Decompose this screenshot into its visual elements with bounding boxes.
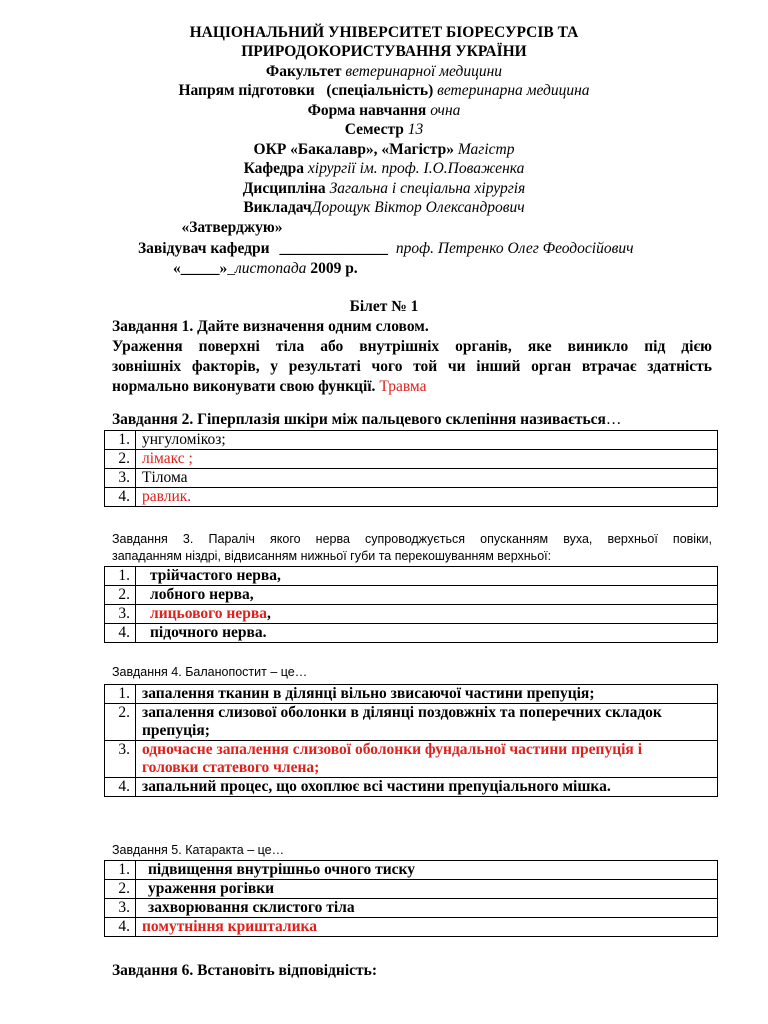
head-value: проф. Петренко Олег Феодосійович xyxy=(395,240,634,257)
okr-label: ОКР «Бакалавр», «Магістр» xyxy=(253,141,454,158)
task5-title-text: Завдання 5. Катаракта – це… xyxy=(112,843,285,857)
lecturer-label: Викладач xyxy=(243,199,312,216)
option-number: 4. xyxy=(105,488,136,507)
option-text: ураження рогівки xyxy=(136,880,718,899)
option-cell xyxy=(136,704,718,741)
table-row xyxy=(105,624,718,643)
direction-line xyxy=(0,82,768,100)
task2-title xyxy=(112,411,621,429)
table-row xyxy=(105,431,718,450)
task1-text xyxy=(112,337,712,397)
task2-options-table xyxy=(104,430,718,507)
option-number: 3. xyxy=(105,899,136,918)
table-row xyxy=(105,469,718,488)
date-month: _листопада xyxy=(227,260,307,277)
okr-line xyxy=(0,141,768,159)
option-text: захворювання склистого тіла xyxy=(136,899,718,918)
semester-label: Семестр xyxy=(344,121,404,138)
study-form-line xyxy=(0,102,768,120)
table-row xyxy=(105,567,718,586)
option-number: 1. xyxy=(105,431,136,450)
option-text: лобного нерва, xyxy=(136,586,718,605)
option-text-suffix: , xyxy=(266,605,271,622)
table-row xyxy=(105,880,718,899)
discipline-label: Дисципліна xyxy=(242,180,326,197)
discipline-line xyxy=(0,180,768,198)
option-text: трійчастого нерва, xyxy=(136,567,718,586)
task2-title-text: Завдання 2. Гіперплазія шкіри між пальцевого склепіння називається xyxy=(112,411,606,428)
task3-title-line2: западанням ніздрі, відвисанням нижньої губи та перекошуванням верхньої: xyxy=(112,549,552,563)
study-form-label: Форма навчання xyxy=(307,102,427,119)
university-name-line1: НАЦІОНАЛЬНИЙ УНІВЕРСИТЕТ БІОРЕСУРСІВ ТА xyxy=(189,24,579,41)
option-number: 1. xyxy=(105,567,136,586)
task3-title xyxy=(112,531,712,565)
option-number: 2. xyxy=(105,450,136,469)
option-number: 3. xyxy=(105,605,136,624)
task4-options-table xyxy=(104,684,718,797)
lecturer-line xyxy=(0,199,768,217)
option-number: 4. xyxy=(105,918,136,937)
task5-title xyxy=(112,842,712,859)
task1-text-line2: зовнішніх факторів, у результаті чого той чи інший орган втрачає здатність xyxy=(112,358,712,375)
task2-title-ellipsis: … xyxy=(605,411,622,428)
option-text-correct: лімакс ; xyxy=(136,450,718,469)
direction-value: ветеринарна медицина xyxy=(437,82,590,99)
discipline-value: Загальна і спеціальна хірургія xyxy=(329,180,526,197)
direction-label: Напрям підготовки (спеціальність) xyxy=(178,82,434,99)
table-row xyxy=(105,741,718,778)
option-cell xyxy=(136,605,718,624)
table-row xyxy=(105,450,718,469)
option-text-line2: головки статевого члена; xyxy=(142,759,320,776)
task4-title xyxy=(112,664,712,681)
table-row xyxy=(105,586,718,605)
table-row xyxy=(105,861,718,880)
task5-options-table xyxy=(104,860,718,937)
table-row xyxy=(105,488,718,507)
table-row xyxy=(105,778,718,797)
table-row xyxy=(105,918,718,937)
option-text: Тілома xyxy=(136,469,718,488)
option-text: запалення тканин в ділянці вільно звисаючої частини препуція; xyxy=(136,685,718,704)
head-signature-blank: ______________ xyxy=(279,240,388,257)
department-value: хірургії ім. проф. І.О.Поваженка xyxy=(307,160,525,177)
faculty-label: Факультет xyxy=(265,63,342,80)
table-row xyxy=(105,605,718,624)
option-cell-correct xyxy=(136,741,718,778)
date-day-blank: «_____» xyxy=(173,260,228,277)
option-number: 3. xyxy=(105,469,136,488)
option-text: підвищення внутрішньо очного тиску xyxy=(136,861,718,880)
option-number: 3. xyxy=(105,741,136,778)
semester-line xyxy=(0,121,768,139)
ticket-title: Білет № 1 xyxy=(349,298,419,315)
lecturer-value: Дорощук Віктор Олександрович xyxy=(311,199,525,216)
option-number: 2. xyxy=(105,880,136,899)
faculty-line xyxy=(0,63,768,81)
task4-title-text: Завдання 4. Баланопостит – це… xyxy=(112,665,308,679)
semester-value: 13 xyxy=(407,121,424,138)
option-text: унгуломікоз; xyxy=(136,431,718,450)
task1-text-line3: нормально виконувати свою функції. xyxy=(112,378,376,395)
table-row xyxy=(105,704,718,741)
option-text-correct: помутніння кришталика xyxy=(136,918,718,937)
option-number: 1. xyxy=(105,861,136,880)
option-text-line1: одночасне запалення слизової оболонки фундальної частини препуція і xyxy=(142,741,642,758)
option-text-line1: запалення слизової оболонки в ділянці поздовжніх та поперечних складок xyxy=(142,704,662,721)
department-line xyxy=(0,160,768,178)
task1-text-line1: Ураження поверхні тіла або внутрішніх органів, яке виникло під дією xyxy=(112,338,712,355)
option-text: запальний процес, що охоплює всі частини препуціального мішка. xyxy=(136,778,718,797)
task6-title: Завдання 6. Встановіть відповідність: xyxy=(112,962,377,979)
option-number: 2. xyxy=(105,586,136,605)
task3-title-line1: Завдання 3. Параліч якого нерва супроводжується опусканням вуха, верхньої повіки, xyxy=(112,532,712,546)
task3-options-table xyxy=(104,566,718,643)
faculty-value: ветеринарної медицини xyxy=(345,63,503,80)
option-text: підочного нерва. xyxy=(136,624,718,643)
university-name-line2: ПРИРОДОКОРИСТУВАННЯ УКРАЇНИ xyxy=(241,43,527,60)
option-number: 4. xyxy=(105,778,136,797)
option-text-correct: равлик. xyxy=(136,488,718,507)
option-number: 4. xyxy=(105,624,136,643)
head-line xyxy=(138,240,633,258)
table-row xyxy=(105,685,718,704)
date-line xyxy=(173,260,358,278)
option-number: 2. xyxy=(105,704,136,741)
option-number: 1. xyxy=(105,685,136,704)
head-label: Завідувач кафедри xyxy=(138,240,270,257)
table-row xyxy=(105,899,718,918)
date-year: 2009 р. xyxy=(310,260,358,277)
option-text-correct: лицьового нерва xyxy=(150,605,267,622)
department-label: Кафедра xyxy=(243,160,305,177)
study-form-value: очна xyxy=(430,102,461,119)
task1-title: Завдання 1. Дайте визначення одним словом. xyxy=(112,318,429,335)
approve-label: «Затверджую» xyxy=(181,219,283,236)
task1-answer: Травма xyxy=(379,378,427,395)
okr-value: Магістр xyxy=(457,141,515,158)
option-text-line2: препуція; xyxy=(142,722,210,739)
